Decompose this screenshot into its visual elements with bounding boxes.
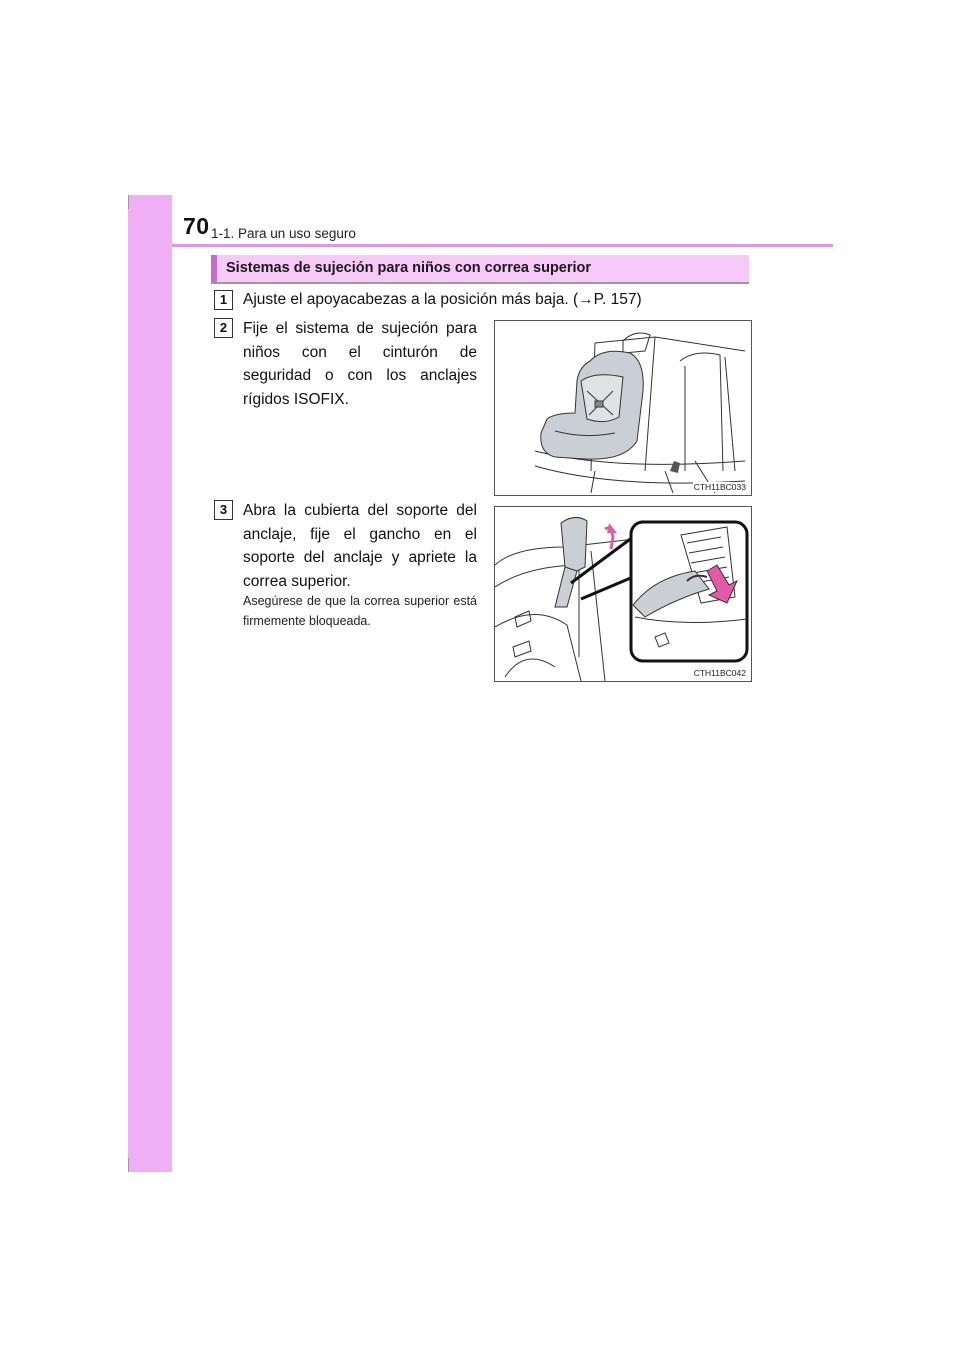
crop-mark — [128, 195, 129, 209]
step-number-2: 2 — [214, 318, 233, 338]
figure-code: CTH11BC033 — [693, 482, 746, 492]
header-rule — [172, 244, 833, 247]
child-seat-illustration — [495, 321, 751, 495]
step-3-text: Abra la cubierta del soporte del anclaje, fije el gancho en el soporte del anclaje y apriete la correa superior. — [243, 502, 477, 590]
title-accent — [211, 255, 217, 282]
step-2-text: Fije el sistema de sujeción para niños con el cinturón de seguridad o con los anclajes rígidos ISOFIX. — [243, 320, 477, 408]
section-title-bar — [211, 255, 749, 284]
step-number-3: 3 — [214, 500, 233, 520]
step-number-1: 1 — [214, 290, 233, 310]
figure-child-seat — [494, 320, 752, 496]
crop-mark — [128, 1158, 129, 1172]
figure-tether-anchor — [494, 506, 752, 682]
section-heading: 1-1. Para un uso seguro — [211, 226, 356, 241]
step-3-note: Asegúrese de que la correa superior está firmemente bloqueada. — [243, 594, 477, 628]
page-number: 70 — [183, 213, 210, 239]
section-title: Sistemas de sujeción para niños con correa superior — [226, 260, 592, 276]
side-tab-strip — [128, 195, 172, 1172]
figure-code: CTH11BC042 — [693, 668, 746, 678]
tether-anchor-illustration — [495, 507, 751, 681]
step-1-text: Ajuste el apoyacabezas a la posición más baja. (→P. 157) — [243, 291, 642, 308]
